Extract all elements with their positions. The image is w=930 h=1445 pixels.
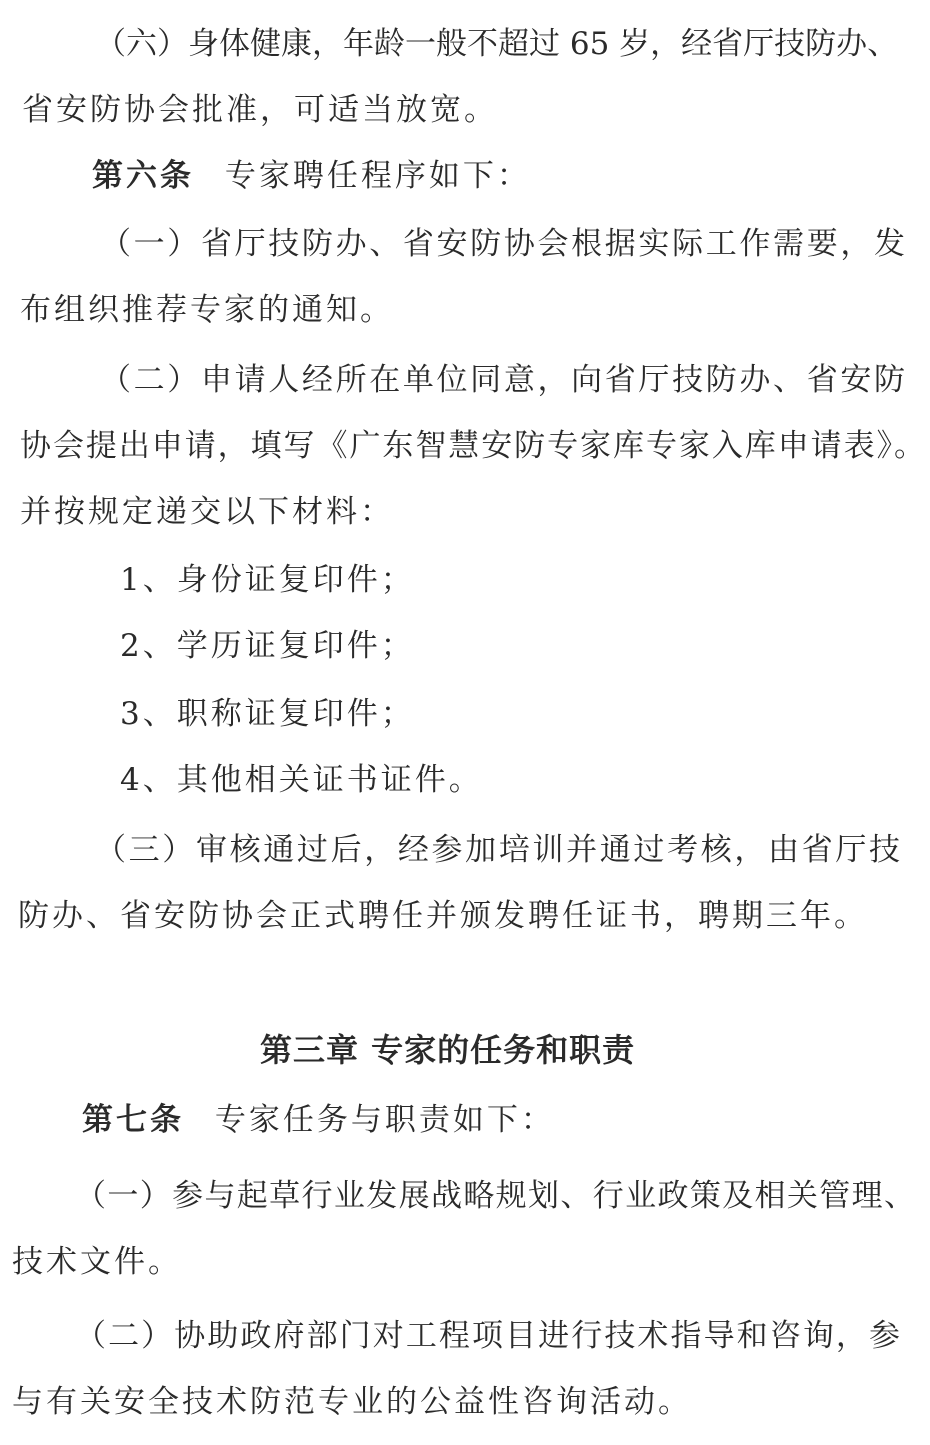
- chapter-3-title: 第三章 专家的任务和职责: [260, 1031, 636, 1069]
- article-7-text: 专家任务与职责如下：: [214, 1102, 555, 1138]
- article-7-duty-1-line-1: （一）参与起草行业发展战略规划、行业政策及相关管理、: [75, 1178, 915, 1214]
- material-item: 3、职称证复印件；: [120, 696, 415, 732]
- article-6-step-2-line-3: 并按规定递交以下材料：: [20, 494, 394, 530]
- article-6-step-1-line-2: 布组织推荐专家的通知。: [20, 292, 394, 328]
- material-item: 2、学历证复印件；: [120, 628, 415, 664]
- article-6-step-2-line-2: 协会提出申请，填写《广东智慧安防专家库专家入库申请表》。: [20, 428, 925, 464]
- material-item: 1、身份证复印件；: [120, 562, 415, 598]
- article-7-label: 第七条: [82, 1102, 184, 1138]
- article-7-heading: [82, 1100, 555, 1140]
- article-6-step-2-line-1: （二）申请人经所在单位同意，向省厅技防办、省安防: [100, 362, 905, 398]
- item-6-line-1: （六）身体健康，年龄一般不超过 65 岁，经省厅技防办、: [95, 26, 899, 62]
- article-6-label: 第六条: [92, 158, 194, 194]
- article-7-duty-2-line-1: （二）协助政府部门对工程项目进行技术指导和咨询，参: [75, 1318, 900, 1354]
- article-7-duty-1-line-2: 技术文件。: [12, 1244, 182, 1280]
- article-7-duty-2-line-2: 与有关安全技术防范专业的公益性咨询活动。: [12, 1384, 692, 1420]
- article-6-step-3-line-2: 防办、省安防协会正式聘任并颁发聘任证书，聘期三年。: [18, 898, 868, 934]
- article-6-step-3-line-1: （三）审核通过后，经参加培训并通过考核，由省厅技: [95, 832, 900, 868]
- article-6-step-1-line-1: （一）省厅技防办、省安防协会根据实际工作需要，发: [100, 226, 905, 262]
- article-6-heading: [92, 156, 531, 196]
- material-item: 4、其他相关证书证件。: [120, 762, 483, 798]
- article-6-text: 专家聘任程序如下：: [224, 158, 531, 194]
- item-6-line-2: 省安防协会批准，可适当放宽。: [22, 92, 498, 128]
